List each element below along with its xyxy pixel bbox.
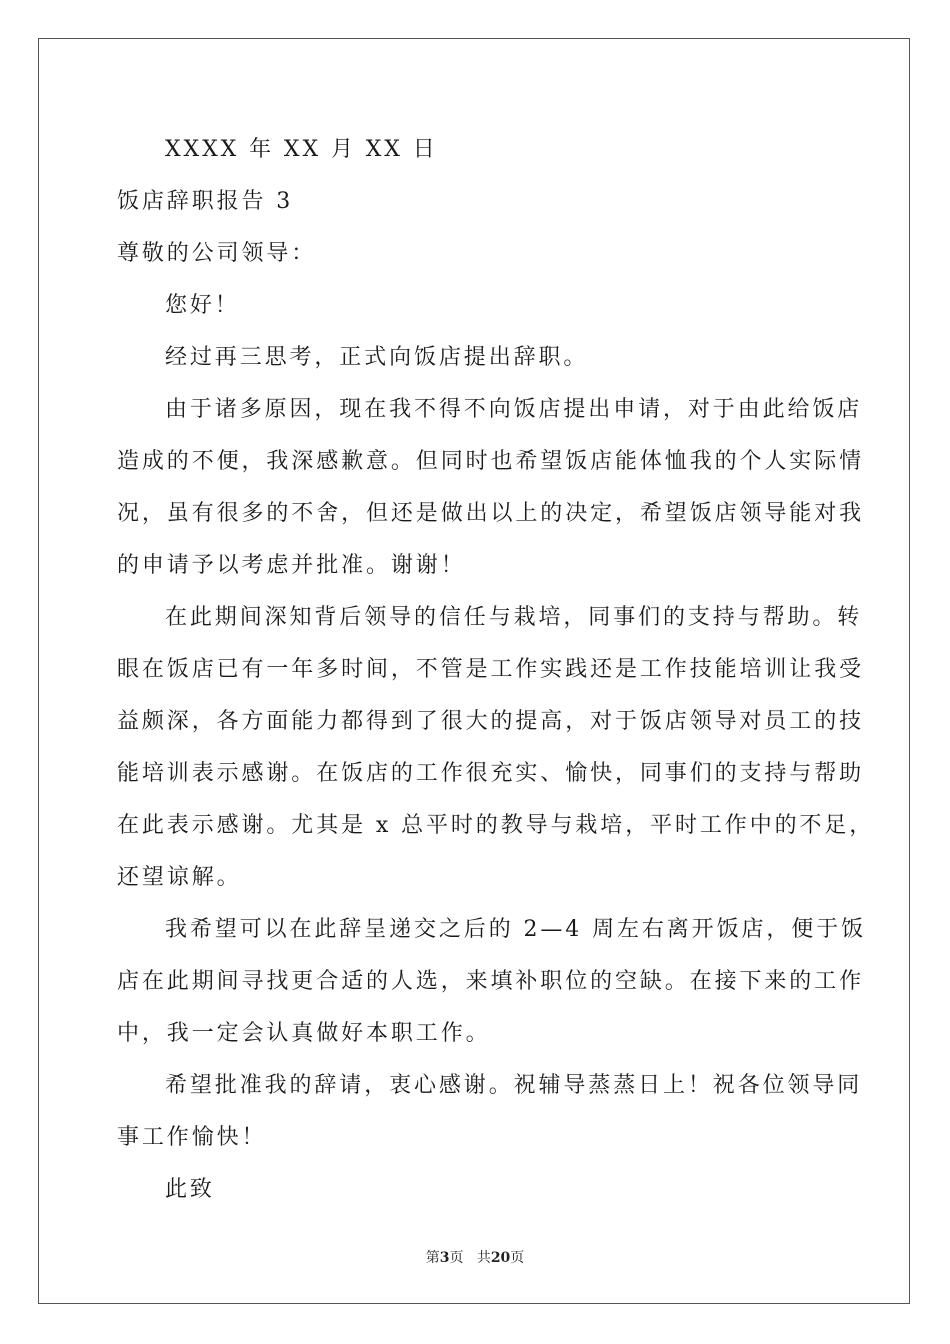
paragraph-line: 店在此期间寻找更合适的人选，来填补职位的空缺。在接下来的工作 (117, 969, 865, 994)
paragraph-line: 由于诸多原因，现在我不得不向饭店提出申请，对于由此给饭店 (165, 397, 863, 422)
paragraph-line: 中，我一定会认真做好本职工作。 (117, 1021, 491, 1046)
total-page-count: 20 (490, 1250, 511, 1266)
paragraph-line: 在此表示感谢。尤其是 x 总平时的教导与栽培，平时工作中的不足， (117, 813, 875, 838)
paragraph-line: 希望批准我的辞请，衷心感谢。祝辅导蒸蒸日上！祝各位领导同 (165, 1073, 863, 1098)
paragraph-line: 经过再三思考，正式向饭店提出辞职。 (165, 345, 589, 370)
paragraph-line: 况，虽有很多的不舍，但还是做出以上的决定，希望饭店领导能对我 (117, 501, 865, 526)
greeting: 您好！ (165, 293, 240, 318)
salutation: 尊敬的公司领导： (117, 241, 317, 266)
page-suffix: 页 (449, 1250, 464, 1266)
paragraph-line: 益颇深，各方面能力都得到了很大的提高，对于饭店领导对员工的技 (117, 709, 865, 734)
paragraph-line: 在此期间深知背后领导的信任与栽培，同事们的支持与帮助。转 (165, 605, 863, 630)
page-prefix: 第 (425, 1250, 440, 1266)
current-page-number: 3 (439, 1250, 450, 1266)
total-prefix: 共 (476, 1250, 491, 1266)
paragraph-line: 的申请予以考虑并批准。谢谢！ (117, 553, 466, 578)
date-line: XXXX 年 XX 月 XX 日 (165, 137, 438, 162)
closing-line: 此致 (165, 1177, 215, 1202)
page-number-footer (0, 1247, 950, 1267)
paragraph-line: 能培训表示感谢。在饭店的工作很充实、愉快，同事们的支持与帮助 (117, 761, 865, 786)
total-suffix: 页 (510, 1250, 525, 1266)
paragraph-line: 还望谅解。 (117, 865, 242, 890)
document-body (117, 124, 875, 1216)
paragraph-line: 事工作愉快！ (117, 1125, 267, 1150)
document-title: 饭店辞职报告 3 (117, 189, 294, 214)
paragraph-line: 造成的不便，我深感歉意。但同时也希望饭店能体恤我的个人实际情 (117, 449, 865, 474)
paragraph-line: 眼在饭店已有一年多时间，不管是工作实践还是工作技能培训让我受 (117, 657, 865, 682)
paragraph-line: 我希望可以在此辞呈递交之后的 2—4 周左右离开饭店，便于饭 (165, 917, 866, 942)
